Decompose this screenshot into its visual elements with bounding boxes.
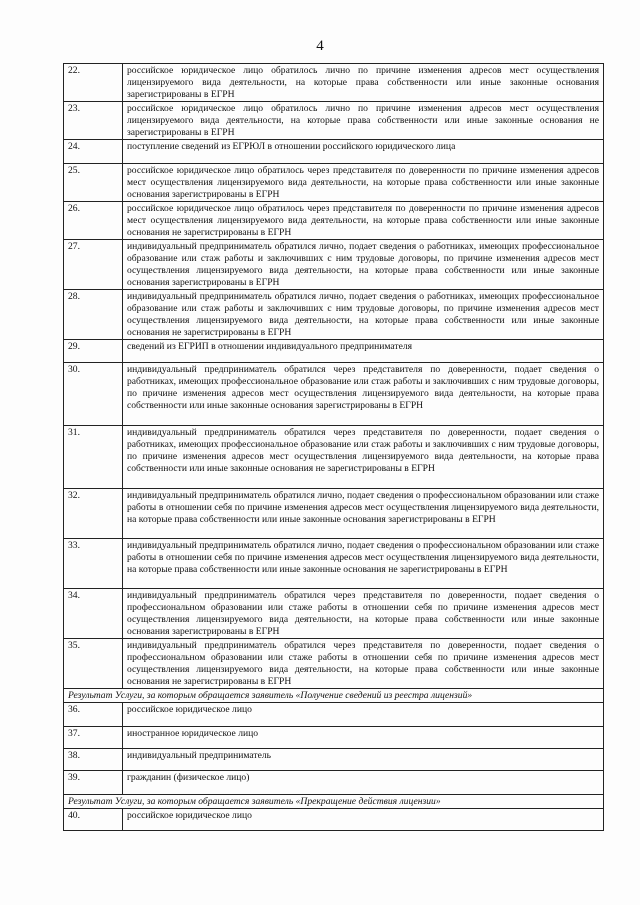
table-row [64,64,604,102]
row-number: 31. [64,426,123,489]
options-table-body [64,64,604,831]
table-row [64,426,604,489]
row-description: российское юридическое лицо обратилось лично по причине изменения адресов мест осуществления лицензируемого вида деятельности, на которые права собственности или иные законные основания не зарегистрированы в ЕГРН [123,102,604,140]
row-number: 23. [64,102,123,140]
row-description: индивидуальный предприниматель обратился лично, подает сведения о профессиональном образовании или стаже работы в отношении себя по причине изменения адресов мест осуществления лицензируемого вида деятельности, на которые права собственности или иные законные основания не зарегистрированы в ЕГРН [123,539,604,589]
row-number: 33. [64,539,123,589]
row-number: 28. [64,290,123,340]
row-number: 26. [64,202,123,240]
row-description: индивидуальный предприниматель обратился через представителя по доверенности, подает сведения о работниках, имеющих профессиональное образование или стаж работы и заключивших с ним трудовые договоры, по причине изменения адресов мест осуществления лицензируемого вида деятельности, на которые права собственности или иные законные основания не зарегистрированы в ЕГРН [123,426,604,489]
table-row [64,702,604,726]
table-row [64,748,604,770]
options-table [63,63,604,831]
row-description: сведений из ЕГРИП в отношении индивидуального предпринимателя [123,340,604,363]
table-row [64,202,604,240]
row-number: 40. [64,808,123,830]
table-row [64,639,604,689]
table-row [64,140,604,164]
row-number: 24. [64,140,123,164]
table-row [64,489,604,539]
row-description: индивидуальный предприниматель обратился лично, подает сведения о работниках, имеющих профессиональное образование или стаж работы и заключивших с ним трудовые договоры, по причине изменения адресов мест осуществления лицензируемого вида деятельности, на которые права собственности или иные законные основания зарегистрированы в ЕГРН [123,240,604,290]
table-row [64,770,604,794]
table-row [64,290,604,340]
row-number: 27. [64,240,123,290]
table-row [64,164,604,202]
row-number: 37. [64,726,123,748]
section-header-row [64,794,604,808]
row-number: 22. [64,64,123,102]
row-description: российское юридическое лицо обратилось лично по причине изменения адресов мест осуществления лицензируемого вида деятельности, на которые права собственности или иные законные основания зарегистрированы в ЕГРН [123,64,604,102]
row-description: индивидуальный предприниматель обратился лично, подает сведения о профессиональном образовании или стаже работы в отношении себя по причине изменения адресов мест осуществления лицензируемого вида деятельности, на которые права собственности или иные законные основания зарегистрированы в ЕГРН [123,489,604,539]
table-row [64,240,604,290]
row-number: 30. [64,363,123,426]
row-description: российское юридическое лицо [123,702,604,726]
table-row [64,539,604,589]
table-row [64,102,604,140]
row-description: поступление сведений из ЕГРЮЛ в отношении российского юридического лица [123,140,604,164]
row-number: 36. [64,702,123,726]
row-description: иностранное юридическое лицо [123,726,604,748]
row-number: 39. [64,770,123,794]
row-number: 34. [64,589,123,639]
row-number: 29. [64,340,123,363]
row-description: российское юридическое лицо обратилось через представителя по доверенности по причине изменения адресов мест осуществления лицензируемого вида деятельности, на которые права собственности или иные законные основания не зарегистрированы в ЕГРН [123,202,604,240]
row-number: 32. [64,489,123,539]
section-header-text: Результат Услуги, за которым обращается заявитель «Прекращение действия лицензии» [64,794,604,808]
row-description: гражданин (физическое лицо) [123,770,604,794]
table-row [64,363,604,426]
row-description: российское юридическое лицо [123,808,604,830]
table-row [64,808,604,830]
row-description: индивидуальный предприниматель обратился через представителя по доверенности, подает сведения о профессиональном образовании или стаже работы в отношении себя по причине изменения адресов мест осуществления лицензируемого вида деятельности, на которые права собственности или иные законные основания зарегистрированы в ЕГРН [123,589,604,639]
page-number: 4 [316,38,324,54]
row-description: российское юридическое лицо обратилось через представителя по доверенности по причине изменения адресов мест осуществления лицензируемого вида деятельности, на которые права собственности или иные законные основания зарегистрированы в ЕГРН [123,164,604,202]
table-row [64,589,604,639]
table-row [64,726,604,748]
row-description: индивидуальный предприниматель [123,748,604,770]
row-description: индивидуальный предприниматель обратился через представителя по доверенности, подает сведения о профессиональном образовании или стаже работы в отношении себя по причине изменения адресов мест осуществления лицензируемого вида деятельности, на которые права собственности или иные законные основания не зарегистрированы в ЕГРН [123,639,604,689]
row-number: 38. [64,748,123,770]
row-number: 35. [64,639,123,689]
section-header-text: Результат Услуги, за которым обращается заявитель «Получение сведений из реестра лицензий» [64,689,604,703]
row-description: индивидуальный предприниматель обратился лично, подает сведения о работниках, имеющих профессиональное образование или стаж работы и заключивших с ним трудовые договоры, по причине изменения адресов мест осуществления лицензируемого вида деятельности, на которые права собственности или иные законные основания не зарегистрированы в ЕГРН [123,290,604,340]
row-description: индивидуальный предприниматель обратился через представителя по доверенности, подает сведения о работниках, имеющих профессиональное образование или стаж работы и заключивших с ним трудовые договоры, по причине изменения адресов мест осуществления лицензируемого вида деятельности, на которые права собственности или иные законные основания зарегистрированы в ЕГРН [123,363,604,426]
row-number: 25. [64,164,123,202]
table-row [64,340,604,363]
section-header-row [64,689,604,703]
